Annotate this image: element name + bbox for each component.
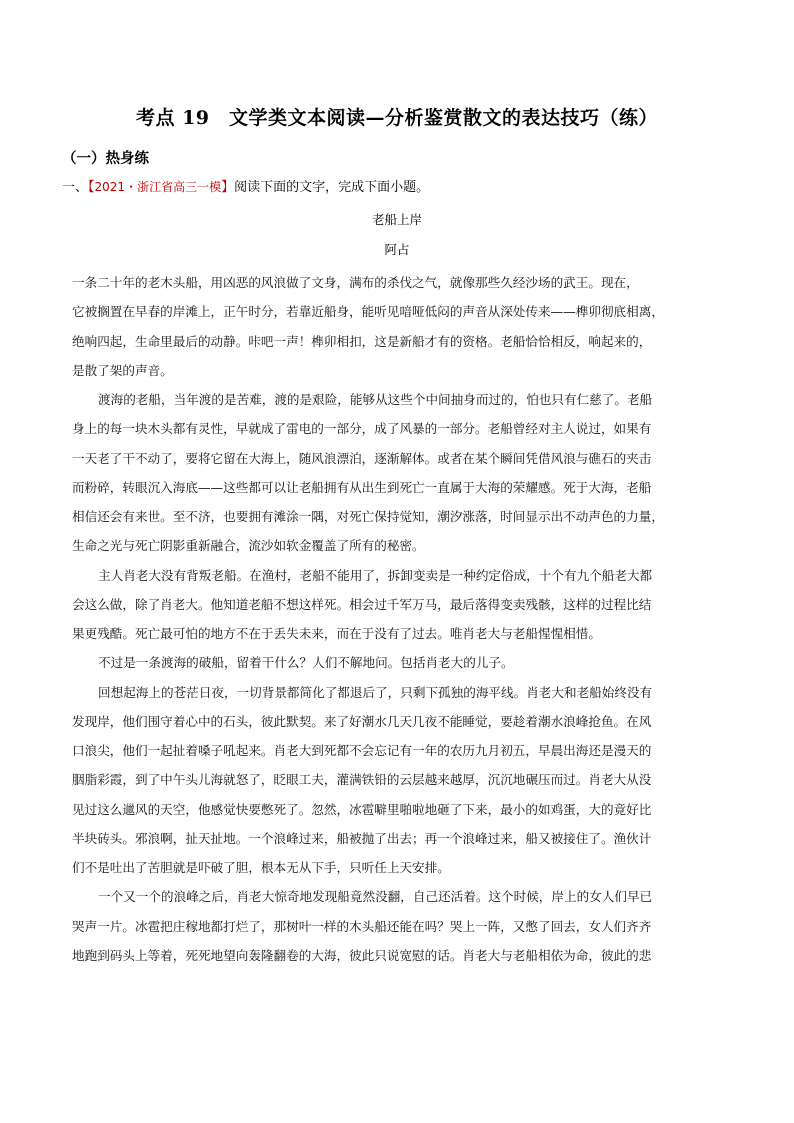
passage-line: 而粉碎，转眼沉入海底——这些都可以让老船拥有从出生到死亡一直属于大海的荣耀感。死于大海，老船 (72, 479, 652, 495)
passage-line: 相信还会有来世。至不济，也要拥有滩涂一隅，对死亡保持觉知，潮汐涨落，时间显示出不动声色的力量， (72, 509, 664, 524)
passage-line: 不过是一条渡海的破船，留着干什么？人们不解地问。包括肖老大的儿子。 (98, 655, 514, 671)
passage-line: 发现岸，他们围守着心中的石头，彼此默契。来了好潮水几天几夜不能睡觉，要趁着潮水浪峰抢鱼。在风 (72, 713, 652, 729)
passage-line: 生命之光与死亡阴影重新融合，流沙如软金覆盖了所有的秘密。 (72, 538, 425, 554)
passage-line: 回想起海上的苍茫日夜，一切背景都简化了都退后了，只剩下孤独的海平线。肖老大和老船始终没有 (98, 684, 653, 700)
passage-line: 半块砖头。邪浪啊，扯天扯地。一个浪峰过来，船被抛了出去；再一个浪峰过来，船又被接住了。渔伙计 (72, 830, 652, 846)
question-header (62, 176, 429, 195)
passage-line: 是散了架的声音。 (72, 362, 173, 378)
passage-line: 绝响四起，生命里最后的动静。咔吧一声！榫卯相扣，这是新船才有的资格。老船恰恰相反，响起来的， (72, 333, 652, 349)
passage-line: 哭声一片。冰雹把庄稼地都打烂了，那树叶一样的木头船还能在吗？哭上一阵，又憋了回去，女人们齐齐 (72, 918, 652, 934)
passage-line: 一天老了干不动了，要将它留在大海上，随风浪漂泊，逐渐解体。或者在某个瞬间凭借风浪与礁石的夹击 (72, 450, 652, 466)
passage-title: 老船上岸 (371, 212, 422, 227)
passage-line: 地跑到码头上等着，死死地望向轰隆翻卷的大海，彼此只说宽慰的话。肖老大与老船相依为命，彼此的悲 (72, 947, 652, 963)
passage-line: 渡海的老船，当年渡的是苦难，渡的是艰险，能够从这些个中间抽身而过的，怕也只有仁慈了。老船 (98, 392, 653, 407)
passage-line: 它被搁置在早春的岸滩上，正午时分，若靠近船身，能听见喑哑低闷的声音从深处传来——榫卯彻底相离， (72, 304, 664, 320)
passage-line: 胭脂彩霞，到了中午头儿海就怒了，眨眼工夫，灌满铁铅的云层越来越厚，沉沉地碾压而过。肖老大从没 (72, 772, 652, 788)
passage-line: 一个又一个的浪峰之后，肖老大惊奇地发现船竟然没翻，自己还活着。这个时候，岸上的女人们早已 (98, 889, 653, 905)
passage-line: 们不是吐出了苦胆就是吓破了胆，根本无从下手，只听任上天安排。 (72, 860, 450, 875)
passage-line: 见过这么邋风的天空，他感觉快要憋死了。忽然，冰雹噼里啪啦地砸了下来，最小的如鸡蛋，大的竟好比 (72, 801, 652, 817)
passage-line: 果更残酷。死亡最可怕的地方不在于丢失未来，而在于没有了过去。唯肖老大与老船惺惺相惜。 (72, 626, 601, 641)
passage-line: 主人肖老大没有背叛老船。在渔村，老船不能用了，拆卸变卖是一种约定俗成，十个有九个船老大都 (98, 567, 653, 583)
passage-line: 口浪尖，他们一起扯着嗓子吼起来。肖老大到死都不会忘记有一年的农历九月初五，早晨出海还是漫天的 (72, 743, 652, 758)
source-close-bracket: 】 (221, 180, 235, 195)
passage-body (72, 268, 724, 970)
document-title: 考点 19 文学类文本阅读—分析鉴赏散文的表达技巧（练） (135, 107, 659, 129)
question-number: 一、 (62, 180, 89, 195)
section-heading: （一）热身练 (62, 151, 149, 167)
question-source: 2021・浙江省高三一模 (94, 180, 222, 194)
source-open-bracket: 【 (88, 180, 95, 195)
passage-line: 一条二十年的老木头船，用凶恶的风浪做了文身，满布的杀伐之气，就像那些久经沙场的武王。现在， (72, 275, 639, 290)
passage-line: 会这么做，除了肖老大。他知道老船不想这样死。相会过千军万马，最后落得变卖残骸，这样的过程比结 (72, 596, 652, 612)
passage-author: 阿占 (384, 242, 410, 257)
question-prompt: 阅读下面的文字，完成下面小题。 (234, 180, 430, 195)
passage-line: 身上的每一块木头都有灵性，早就成了雷电的一部分，成了风暴的一部分。老船曾经对主人说过，如果有 (72, 421, 652, 437)
